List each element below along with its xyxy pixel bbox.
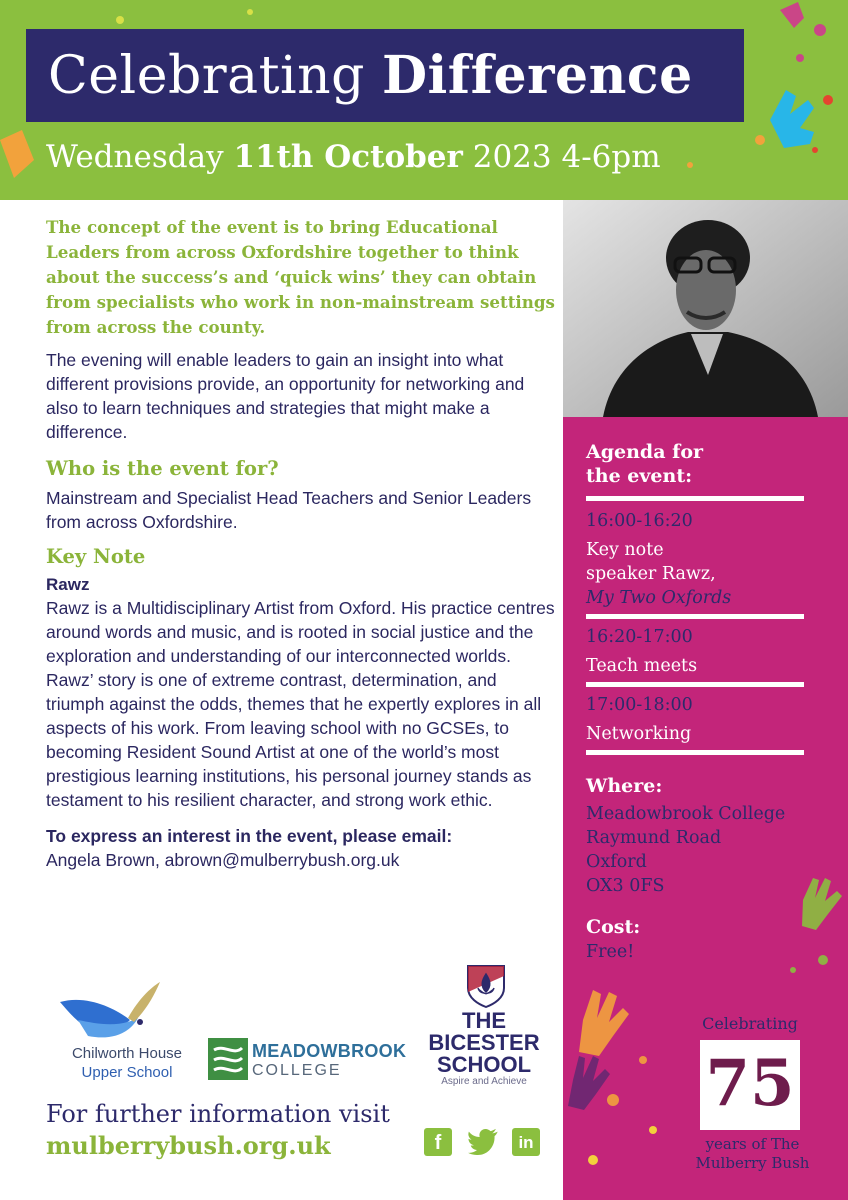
- chilworth-sub: Upper School: [81, 1064, 173, 1081]
- address-line: Raymund Road: [586, 828, 722, 848]
- agenda-divider: [586, 682, 804, 687]
- agenda-time: 16:20-17:00: [586, 627, 693, 647]
- bicester-tagline: Aspire and Achieve: [441, 1076, 527, 1087]
- agenda-title-line2: the event:: [586, 465, 693, 487]
- speaker-bio: Rawz is a Multidisciplinary Artist from Oxford. His practice centres around words and music, and is rooted in social justice and the exploration and understanding of our interconnected worlds. Rawz’ story is one of extreme contrast, determination, and triumph against the odds, themes that he expertly explores in all aspects of his work. From leaving school with no GCSEs, to becoming Resident Sound Artist at one of the world’s most prestigious learning institutions, his personal journey stands as testament to his resilient character, and strong work ethic.: [46, 598, 555, 810]
- agenda-item-line: speaker Rawz,: [586, 564, 716, 584]
- chilworth-name: Chilworth House: [71, 1045, 183, 1062]
- bicester-line1: THE: [462, 1008, 506, 1033]
- chilworth-bird-logo: [58, 980, 162, 1042]
- main-content: [46, 215, 556, 872]
- speaker-portrait-image: [563, 200, 848, 417]
- further-info-text: For further information visit: [46, 1100, 390, 1128]
- agenda-divider: [586, 614, 804, 619]
- cost-heading: Cost:: [586, 916, 641, 938]
- chilworth-logo-text: [52, 1044, 202, 1082]
- facebook-icon[interactable]: f: [424, 1128, 452, 1156]
- venue-address: [586, 802, 785, 898]
- anniversary-line: years of The: [705, 1135, 800, 1153]
- agenda-time: 17:00-18:00: [586, 695, 693, 715]
- anniversary-top: Celebrating: [702, 1014, 798, 1033]
- address-line: Oxford: [586, 852, 647, 872]
- where-heading: Where:: [586, 775, 663, 797]
- agenda-item: [586, 538, 731, 610]
- speaker-photo: [563, 200, 848, 417]
- agenda-item: Networking: [586, 724, 692, 744]
- meadowbrook-name: MEADOWBROOK: [252, 1041, 407, 1061]
- agenda-item: Teach meets: [586, 656, 698, 676]
- anniversary-line: Mulberry Bush: [695, 1154, 810, 1172]
- address-line: Meadowbrook College: [586, 804, 786, 824]
- cost-value: Free!: [586, 942, 635, 962]
- cta-heading: To express an interest in the event, please email:: [46, 826, 453, 846]
- anniversary-badge: [700, 1040, 800, 1130]
- who-heading: Who is the event for?: [46, 457, 279, 480]
- anniversary-bottom: [680, 1135, 825, 1173]
- bicester-crest-icon: [464, 962, 508, 1008]
- meadowbrook-logo-text: [252, 1041, 406, 1081]
- keynote-heading: Key Note: [46, 545, 146, 568]
- page-title: Celebrating Difference: [48, 45, 693, 106]
- agenda-title: [586, 440, 703, 488]
- title-band: [26, 29, 744, 122]
- meadowbrook-sub: COLLEGE: [252, 1062, 342, 1079]
- header-banner: [0, 0, 848, 200]
- linkedin-icon[interactable]: in: [512, 1128, 540, 1156]
- agenda-divider: [586, 496, 804, 501]
- agenda-item-title: My Two Oxfords: [586, 588, 732, 608]
- anniversary-number: 75: [705, 1046, 795, 1121]
- speaker-name: Rawz: [46, 575, 90, 594]
- intro-text: The concept of the event is to bring Educational Leaders from across Oxfordshire together to think about the success’s and ‘quick wins’ they can obtain from specialists who work in non-mainstream settings from across the county.: [46, 217, 555, 337]
- bicester-logo-text: [428, 1010, 540, 1076]
- evening-text: The evening will enable leaders to gain an insight into what different provisions provide, an opportunity for networking and also to learn techniques and strategies that might make a difference.: [46, 350, 525, 442]
- event-date: Wednesday 11th October 2023 4-6pm: [46, 139, 661, 175]
- agenda-time: 16:00-16:20: [586, 511, 693, 531]
- agenda-item-line: Key note: [586, 540, 664, 560]
- who-text: Mainstream and Specialist Head Teachers and Senior Leaders from across Oxfordshire.: [46, 488, 532, 532]
- bicester-line2: BICESTER: [428, 1030, 540, 1055]
- agenda-divider: [586, 750, 804, 755]
- cta-contact: Angela Brown, abrown@mulberrybush.org.uk: [46, 850, 400, 870]
- twitter-bird-glyph: [468, 1128, 502, 1156]
- bicester-line3: SCHOOL: [436, 1052, 532, 1077]
- twitter-icon[interactable]: [468, 1128, 496, 1156]
- address-line: OX3 0FS: [586, 876, 665, 896]
- agenda-title-line1: Agenda for: [586, 441, 703, 463]
- meadowbrook-logo-mark: [208, 1038, 248, 1080]
- website-link[interactable]: mulberrybush.org.uk: [46, 1131, 331, 1160]
